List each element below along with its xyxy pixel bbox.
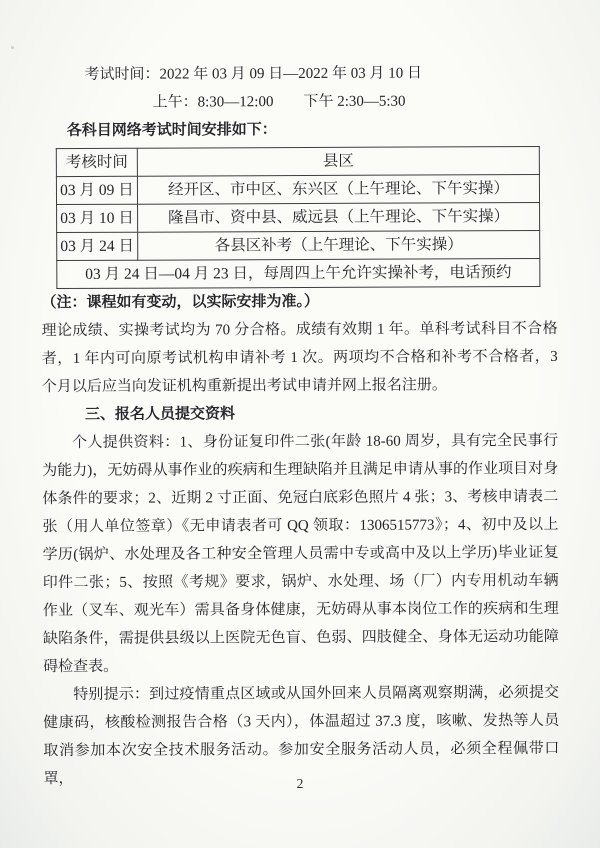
scan-speck bbox=[11, 46, 14, 49]
schedule-intro-heading: 各科目网络考试时间安排如下： bbox=[66, 121, 277, 140]
cell-districts: 各县区补考（上午理论、下午实操） bbox=[138, 230, 540, 260]
morning-session-text: 上午：8:30—12:00 bbox=[152, 94, 274, 111]
header-cell-district: 县区 bbox=[137, 146, 539, 176]
session-times-line bbox=[41, 87, 557, 117]
header-cell-time: 考核时间 bbox=[56, 148, 137, 176]
section-3-heading: 三、报名人员提交资料 bbox=[84, 405, 235, 423]
afternoon-session-text: 下午 2:30—5:30 bbox=[303, 93, 406, 110]
document-content bbox=[40, 59, 559, 793]
makeup-exam-note-cell: 03 月 24 日—04 月 23 日，每周四上午允许实操补考，电话预约 bbox=[57, 258, 540, 288]
cell-date: 03 月 10 日 bbox=[57, 204, 138, 232]
schedule-change-note: （注：课程如有变动，以实际安排为准。） bbox=[41, 292, 320, 312]
cell-date: 03 月 09 日 bbox=[56, 176, 137, 204]
materials-paragraph: 个人提供资料：1、身份证复印件二张(年龄 18-60 周岁，具有完全民事行为能力)，无妨碍从事作业的疾病和生理缺陷并且满足申请从事的作业项目对身体条件的要求；2、近期 2 寸正面、免冠白底彩色照片 4 张；3、考核申请表二张（用人单位签章）《无申请表者可 QQ 领取：1306515773》；4、初中及以上学历(锅炉、水处理及各工种安全管理人员需中专或高中及以上学历)毕业证复印件二张；5、按照《考规》要求，锅炉、水处理、场（厂）内专用机动车辆作业（叉车、观光车）需具备身体健康，无妨碍从事本岗位工作的疾病和生理缺陷条件，需提供县级以上医院无色盲、色弱、四肢健全、身体无运动功能障碍检查表。 bbox=[42, 432, 559, 676]
table-row bbox=[56, 174, 539, 204]
table-row bbox=[57, 230, 540, 260]
page-number: 2 bbox=[296, 776, 304, 791]
cell-districts: 经开区、市中区、东兴区（上午理论、下午实操） bbox=[137, 174, 539, 204]
cell-date: 03 月 24 日 bbox=[57, 232, 138, 260]
cell-districts: 隆昌市、资中县、威远县（上午理论、下午实操） bbox=[138, 202, 540, 232]
table-row bbox=[57, 202, 540, 232]
special-note-paragraph: 特别提示：到过疫情重点区域或从国外回来人员隔离观察期满，必须提交健康码，核酸检测报告合格（3 天内），体温超过 37.3 度，咳嗽、发热等人员取消参加本次安全技术服务活动。参加安全服务活动人员，必须全程佩带口罩， bbox=[43, 684, 560, 788]
exam-schedule-table bbox=[56, 146, 541, 289]
grading-paragraph: 理论成绩、实操考试均为 70 分合格。成绩有效期 1 年。单科考试科目不合格者，1 年内可向原考试机构申请补考 1 次。两项均不合格和补考不合格者，3 个月以后应当向发证机构重新提出考试申请并网上报名注册。 bbox=[41, 320, 558, 396]
table-footer-row bbox=[57, 258, 540, 288]
table-header-row bbox=[56, 146, 539, 176]
exam-time-line: 考试时间：2022 年 03 月 09 日—2022 年 03 月 10 日 bbox=[84, 65, 423, 83]
